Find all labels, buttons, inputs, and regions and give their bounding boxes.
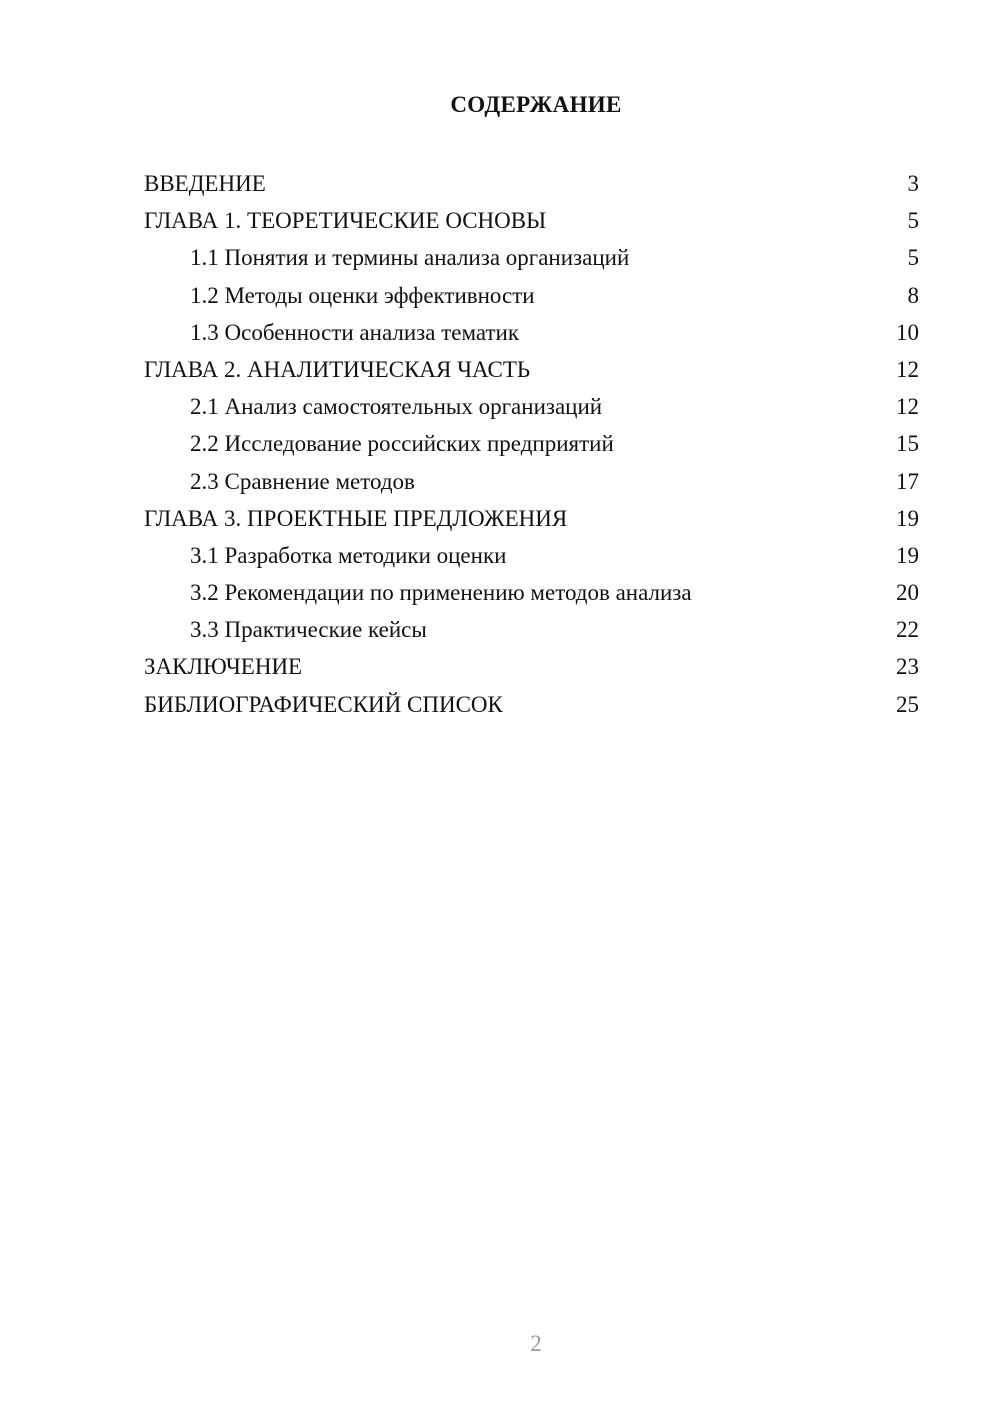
toc-entry-label: 2.2 Исследование российских предприятий <box>190 431 614 457</box>
toc-entry-page: 19 <box>896 505 919 531</box>
toc-entry-page: 5 <box>907 208 919 234</box>
toc-entry-chapter-3 <box>144 500 919 537</box>
toc-entry-chapter-2 <box>144 351 919 388</box>
toc-entry-page: 20 <box>896 580 919 606</box>
toc-entry-page: 12 <box>896 356 919 382</box>
toc-entry-label: ГЛАВА 1. ТЕОРЕТИЧЕСКИЕ ОСНОВЫ <box>144 208 547 234</box>
toc-entry-page: 8 <box>907 282 919 308</box>
toc-entry-label: 1.2 Методы оценки эффективности <box>190 282 535 308</box>
toc-entry-section-3-1 <box>144 537 919 574</box>
toc-entry-section-2-1 <box>144 388 919 425</box>
toc-entry-section-1-1 <box>144 239 919 276</box>
toc-entry-label: ВВЕДЕНИЕ <box>144 171 266 196</box>
toc-entry-label: ГЛАВА 2. АНАЛИТИЧЕСКАЯ ЧАСТЬ <box>144 356 531 382</box>
toc-entry-page: 5 <box>907 245 919 271</box>
toc-entry-page: 3 <box>907 171 919 196</box>
page-title: СОДЕРЖАНИЕ <box>450 92 622 117</box>
toc-entry-label: 3.3 Практические кейсы <box>190 617 427 643</box>
toc-entry-page: 22 <box>896 617 919 643</box>
toc-entry-label: 3.1 Разработка методики оценки <box>190 542 507 568</box>
toc-entry-chapter-1 <box>144 202 919 239</box>
toc-entry-label: 3.2 Рекомендации по применению методов анализа <box>190 580 692 606</box>
toc-entry-section-3-2 <box>144 574 919 611</box>
toc-entry-page: 15 <box>896 431 919 457</box>
toc-entry-introduction <box>144 165 919 202</box>
toc-entry-section-3-3 <box>144 611 919 648</box>
toc-entry-page: 17 <box>896 468 919 494</box>
toc-entry-page: 12 <box>896 394 919 420</box>
table-of-contents <box>144 165 919 723</box>
toc-entry-label: БИБЛИОГРАФИЧЕСКИЙ СПИСОК <box>144 691 503 717</box>
toc-entry-section-1-2 <box>144 277 919 314</box>
toc-entry-section-2-3 <box>144 463 919 500</box>
toc-entry-section-2-2 <box>144 425 919 462</box>
toc-entry-label: ЗАКЛЮЧЕНИЕ <box>144 654 303 680</box>
toc-entry-label: ГЛАВА 3. ПРОЕКТНЫЕ ПРЕДЛОЖЕНИЯ <box>144 505 568 531</box>
toc-entry-page: 25 <box>896 691 919 717</box>
toc-entry-label: 2.3 Сравнение методов <box>190 468 415 494</box>
toc-entry-section-1-3 <box>144 314 919 351</box>
toc-entry-page: 23 <box>896 654 919 680</box>
page-number: 2 <box>530 1331 542 1356</box>
toc-entry-label: 2.1 Анализ самостоятельных организаций <box>190 394 603 420</box>
toc-entry-label: 1.1 Понятия и термины анализа организаций <box>190 245 630 271</box>
toc-entry-page: 10 <box>896 319 919 345</box>
toc-entry-label: 1.3 Особенности анализа тематик <box>190 319 519 345</box>
toc-entry-conclusion <box>144 648 919 685</box>
toc-entry-bibliography <box>144 686 919 723</box>
toc-entry-page: 19 <box>896 542 919 568</box>
